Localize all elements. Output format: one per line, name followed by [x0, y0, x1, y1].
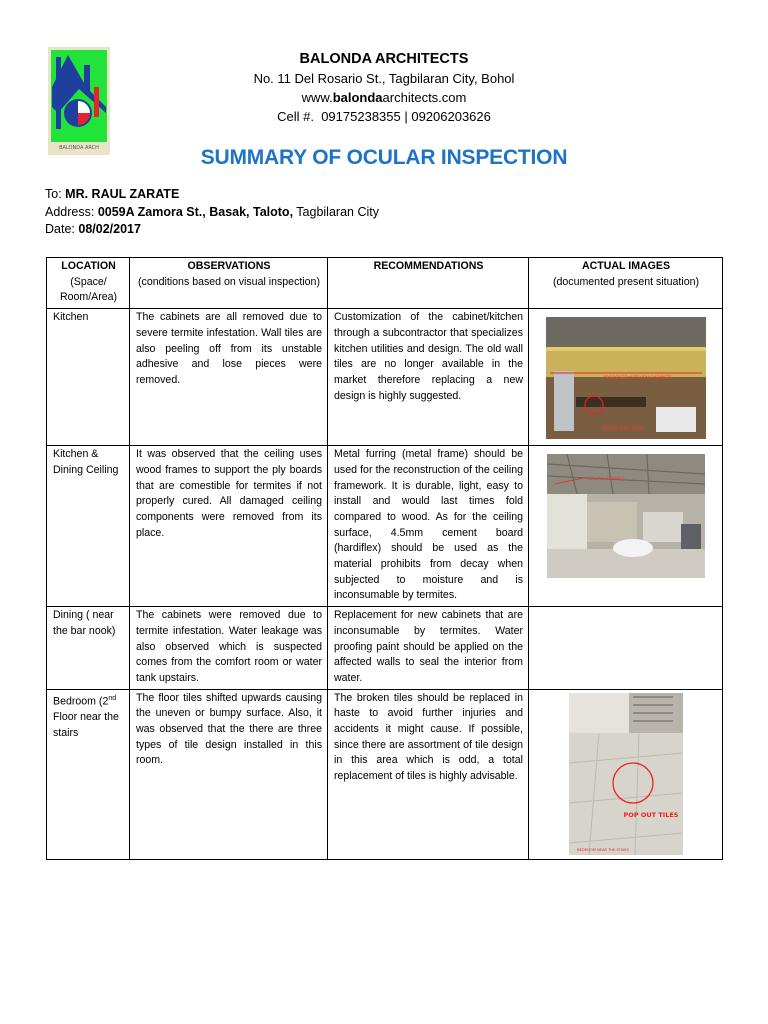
table-row [47, 446, 723, 607]
header-recommendations: RECOMMENDATIONS [328, 258, 529, 309]
image-caption: POP OUT TILES [623, 810, 678, 819]
firm-logo [48, 47, 110, 155]
cell-recommendation: Customization of the cabinet/kitchen through a subcontractor that specializes kitchen utilities and design. The old wall tiles are no longer available in the market therefore replacing a new design is highly suggested. [328, 309, 529, 446]
recipient-block [45, 186, 379, 239]
to-line: To: MR. RAUL ZARATE [45, 187, 180, 201]
firm-address: No. 11 Del Rosario St., Tagbilaran City, Bohol [253, 71, 515, 86]
letterhead [200, 50, 568, 126]
image-caption: BEDROOM NEAR THE STAIRS [576, 847, 629, 852]
image-caption: CEILING FRAMES [586, 477, 625, 483]
svg-text:BALONDA ARCH: BALONDA ARCH [59, 145, 99, 151]
ceiling-photo [547, 454, 705, 578]
firm-website[interactable]: www.balondaarchitects.com [301, 90, 467, 105]
firm-name: BALONDA ARCHITECTS [299, 51, 469, 67]
cell-observation: It was observed that the ceiling uses wood frames to support the ply boards that are comestible for termites if not properly cured. All damaged ceiling components were removed from its place. [130, 446, 328, 607]
cell-location: Dining ( near the bar nook) [47, 607, 130, 690]
cell-recommendation: Replacement for new cabinets that are inconsumable by termites. Water proofing paint should be applied on the affected walls to seal the interior from water. [328, 607, 529, 690]
cell-recommendation: Metal furring (metal frame) should be used for the reconstruction of the ceiling framework. It is durable, light, easy to install and would last times fold compared to wood. As for the ceiling surface, 4.5mm cement board (hardiflex) should be used as the material prohibits from decay when subjected to moisture and is inconsumable by termites. [328, 446, 529, 607]
address-line: Address: 0059A Zamora St., Basak, Taloto, Tagbilaran City [45, 204, 379, 219]
image-caption: PEELING WALL TILES [600, 426, 643, 432]
table-row [47, 689, 723, 859]
cell-observation: The cabinets were removed due to termite infestation. Water leakage was also observed which is suspected comes from the comfort room or water tank upstairs. [130, 607, 328, 690]
cell-observation: The floor tiles shifted upwards causing the uneven or bumpy surface. Also, it was observed that the there are three types of tile design installed in this room. [130, 689, 328, 859]
tiles-photo [569, 693, 683, 855]
cell-observation: The cabinets are all removed due to severe termite infestation. Wall tiles are also peeling off from its unstable adhesive and lose pieces were removed. [130, 309, 328, 446]
cell-recommendation: The broken tiles should be replaced in haste to avoid further injuries and accidents it might cause. If possible, since there are assortment of tile design in this area which is odd, a total replacement of tiles is highly advisable. [328, 689, 529, 859]
date-line: Date: 08/02/2017 [45, 222, 141, 236]
firm-cell: Cell #. 09175238355 | 09206203626 [277, 109, 491, 124]
inspection-table [46, 257, 723, 860]
cell-location: Kitchen & Dining Ceiling [47, 446, 130, 607]
image-caption: PROPOSED KITCHEN CABINETS [602, 376, 673, 382]
cell-image [529, 309, 723, 446]
header-location: LOCATION (Space/ Room/Area) [47, 258, 130, 309]
cell-location: Bedroom (2nd Floor near the stairs [47, 689, 130, 859]
cell-image [529, 689, 723, 859]
cell-image [529, 446, 723, 607]
cell-image-empty [529, 607, 723, 690]
kitchen-photo [546, 317, 706, 439]
table-row [47, 309, 723, 446]
table-header-row [47, 258, 723, 309]
table-row [47, 607, 723, 690]
page-title: SUMMARY OF OCULAR INSPECTION [200, 146, 568, 169]
cell-location: Kitchen [47, 309, 130, 446]
header-images: ACTUAL IMAGES (documented present situation) [529, 258, 723, 309]
header-observations: OBSERVATIONS (conditions based on visual inspection) [130, 258, 328, 309]
